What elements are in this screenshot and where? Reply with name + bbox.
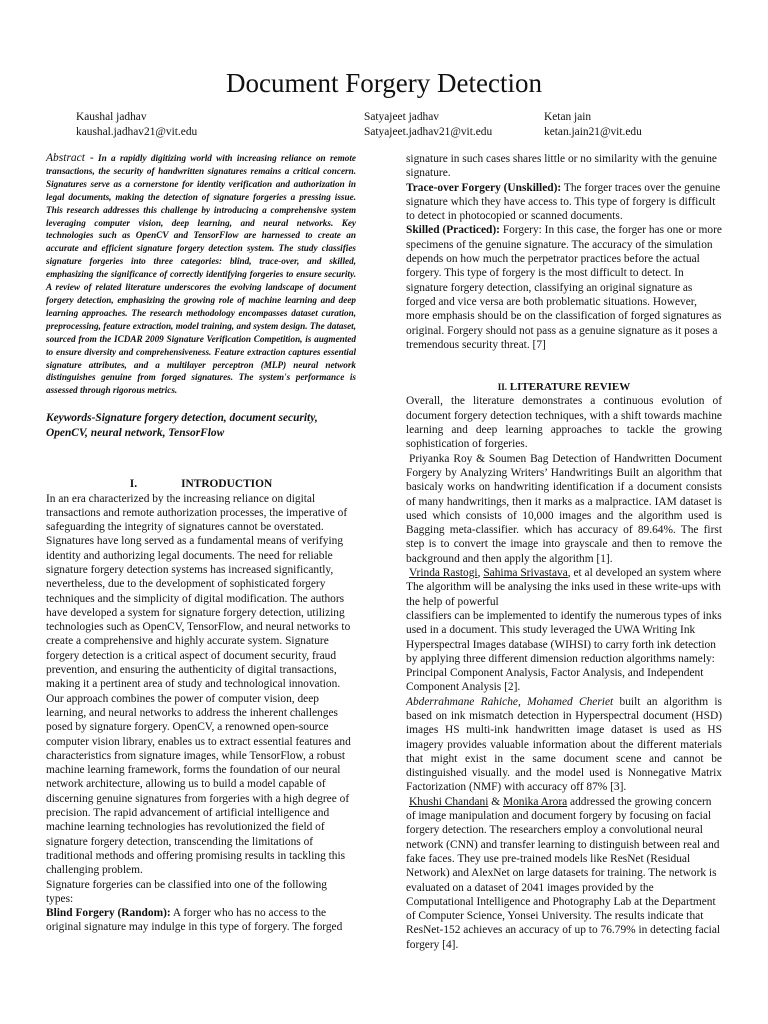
separator: & — [488, 795, 503, 808]
lit-paragraph-chandani — [406, 795, 722, 952]
skilled-forgery-paragraph — [406, 223, 722, 352]
trace-forgery-text: The forger traces over the genuine signature which they have access to. This type of forgery is difficult to detect in photocopied or scanned documents. — [406, 181, 721, 223]
skilled-forgery-label: Skilled (Practiced): — [406, 224, 500, 237]
abstract-label: Abstract - — [46, 152, 94, 164]
abstract-text: In a rapidly digitizing world with increasing reliance on remote transactions, the security of handwritten signatures remains a critical concern. Signatures serve as a cornerstone for identity verification and authorization in legal documents, making the detection of signature forgeries a pressing issue. This research addresses this challenge by introducing a comprehensive system leveraging computer vision, deep learning, and neural networks. Key technologies such as OpenCV and TensorFlow are harnessed to create an accurate and efficient signature forgery detection system. The study classifies signature forgeries into three categories: blind, trace-over, and skilled, emphasizing the significance of correctly identifying forgeries to ensure security. A review of related literature underscores the evolving landscape of document forgery detection, emphasizing the growing role of machine learning and deep learning approaches. The research methodology encompasses dataset curation, preprocessing, feature extraction, model training, and system design. The dataset, sourced from the ICDAR 2009 Signature Verification Competition, is augmented to ensure diversity and comprehensiveness. Feature extraction captures essential signature attributes, and a multilayer perceptron (MLP) neural network distinguishes genuine from forged signatures. The system's performance is assessed through rigorous metrics. — [46, 153, 356, 396]
section-title: LITERATURE REVIEW — [509, 381, 631, 394]
lit-text: , et al developed an system where The algorithm will be analysing the inks used in these write-ups with the help of powerful — [406, 567, 722, 608]
lit-paragraph-ink-classifiers: classifiers can be implemented to identify the numerous types of inks used in a document. This study leveraged the UWA Writing Ink Hyperspectral Images database (WIHSI) to carry forth ink detection by applying three different dimension reduction algorithms namely: Principal Component Analysis, Factor Analysis, and Independent Component Analysis [2]. — [406, 609, 722, 694]
author-3 — [544, 110, 642, 140]
lit-paragraph-roy-bag: Priyanka Roy & Soumen Bag Detection of Handwritten Document Forgery by Analyzing Writers’ Handwritings Built an algorithm that basicaly works on handwriting identification if a document consists of many handwritings, then it marks as a malpractice. IAM dataset is used which consists of 10,000 images and the algorithm used is Bagging meta-classifier. which has accuracy of 89.64%. The first step is to convert the image into grayscale and then to remove the background and then apply the algorithm [1]. — [406, 452, 722, 565]
lit-authors: Abderrahmane Rahiche, Mohamed Cheriet — [406, 695, 614, 708]
trace-forgery-label: Trace-over Forgery (Unskilled): — [406, 181, 562, 194]
author-link[interactable]: Monika Arora — [502, 795, 568, 808]
author-1 — [76, 110, 197, 140]
author-email: ketan.jain21@vit.edu — [544, 126, 642, 138]
author-2 — [364, 110, 492, 140]
lit-paragraph-rahiche — [406, 695, 722, 795]
author-name: Ketan jain — [544, 111, 592, 123]
author-link[interactable]: Khushi Chandani — [409, 795, 489, 808]
blind-forgery-paragraph — [46, 906, 356, 935]
blind-forgery-text: A forger who has no access to the original signature may indulge in this type of forgery. The forged — [46, 907, 343, 934]
author-email: kaushal.jadhav21@vit.edu — [76, 126, 198, 138]
abstract — [46, 152, 356, 397]
keywords: Keywords-Signature forgery detection, document security, OpenCV, neural network, TensorFlow — [46, 412, 318, 440]
right-column — [406, 152, 722, 952]
paper-title: Document Forgery Detection — [226, 68, 542, 98]
author-link[interactable]: Sahima Srivastava — [483, 567, 568, 580]
lit-paragraph-overview: Overall, the literature demonstrates a continuous evolution of document forgery detection techniques, with a shift towards machine learning and deep learning approaches to tackle the growing sophistication of forgeries. — [406, 395, 722, 451]
trace-forgery-paragraph — [406, 181, 722, 224]
section-heading-introduction — [46, 477, 356, 491]
section-heading-literature-review — [406, 380, 722, 394]
intro-paragraph: In an era characterized by the increasing reliance on digital transactions and remote authorization processes, the imperative of safeguarding the integrity of signatures cannot be overstated. Signatures have long served as a fundamental means of verifying identity and authorizing legal documents. The need for reliable signature forgery detection systems has increased significantly, nevertheless, due to the development of sophisticated forgery techniques and the simplicity of digital modification. The authors have developed a system for signature forgery detection, utilizing technologies such as OpenCV, TensorFlow, and neural networks to create a comprehensive and highly accurate system. Signature forgery detection is a critical aspect of document security, fraud prevention, and ensuring the authenticity of digital transactions, making it a pertinent area of study and technological innovation. Our approach combines the power of computer vision, deep learning, and neural networks to address the inherent challenges posed by signature forgery. OpenCV, a renowned open-source computer vision library, enables us to extract essential features and characteristics from signature images, while TensorFlow, a robust machine learning framework, forms the foundation of our neural network architecture, allowing us to build a model capable of discerning genuine signatures from forgeries with a high degree of precision. The rapid advancement of artificial intelligence and machine learning technologies has revolutionized the field of signature forgery detection, transcending the limitations of traditional methods and offering promising results in tackling this challenging problem. — [46, 492, 351, 877]
separator: , — [477, 567, 484, 580]
section-number: II. — [497, 382, 507, 393]
author-name: Satyajeet jadhav — [364, 111, 439, 123]
blind-forgery-label: Blind Forgery (Random): — [46, 907, 171, 920]
forgery-types-intro: Signature forgeries can be classified into one of the following types: — [46, 878, 327, 905]
skilled-forgery-text: Forgery: In this case, the forger has one or more specimens of the genuine signature. The accuracy of the simulation depends on how much the perpetrator practices before the actual forgery. This type of forgery is the most difficult to detect. In signature forgery detection, classifying an original signature as forged and vice versa are both problematic situations. However, more emphasis should be on the classification of forged signatures as original. Forgery should not pass as a genuine signature as it poses a tremendous security threat. [7] — [406, 224, 722, 351]
lit-text: addressed the growing concern of image manipulation and document forgery by focusing on facial forgery detection. The researchers employ a convolutional neural network (CNN) and transfer learning to distinguish between real and fake faces. They use pre-trained models like ResNet (Residual Network) and AlexNet on large datasets for training. The network is evaluated on a dataset of 2041 images provided by the Computational Intelligence and Photography Lab at the Department of Computer Science, Yonsei University. The results indicate that ResNet-152 achieves an accuracy of up to 76.79% in detecting facial forgery [4]. — [406, 795, 721, 951]
lit-paragraph-rastogi — [406, 566, 722, 609]
author-email: Satyajeet.jadhav21@vit.edu — [364, 126, 493, 138]
blind-forgery-continued: signature in such cases shares little or no similarity with the genuine signature. — [406, 153, 717, 180]
lit-text: built an algorithm is based on ink mismatch detection in Hyperspectral document (HSD) images HS multi-ink handwritten image dataset is used as HS imagery provides valuable information about the different materials that might exist in the same document scene and cannot be distinguished visually. and the model used is Nonnegative Matrix Factorization (NMF) with accuracy off 87% [3]. — [406, 695, 722, 794]
section-number: I. — [129, 478, 138, 491]
section-title: INTRODUCTION — [181, 478, 273, 491]
author-name: Kaushal jadhav — [76, 111, 147, 123]
left-column — [46, 152, 356, 935]
author-link[interactable]: Vrinda Rastogi — [409, 567, 478, 580]
